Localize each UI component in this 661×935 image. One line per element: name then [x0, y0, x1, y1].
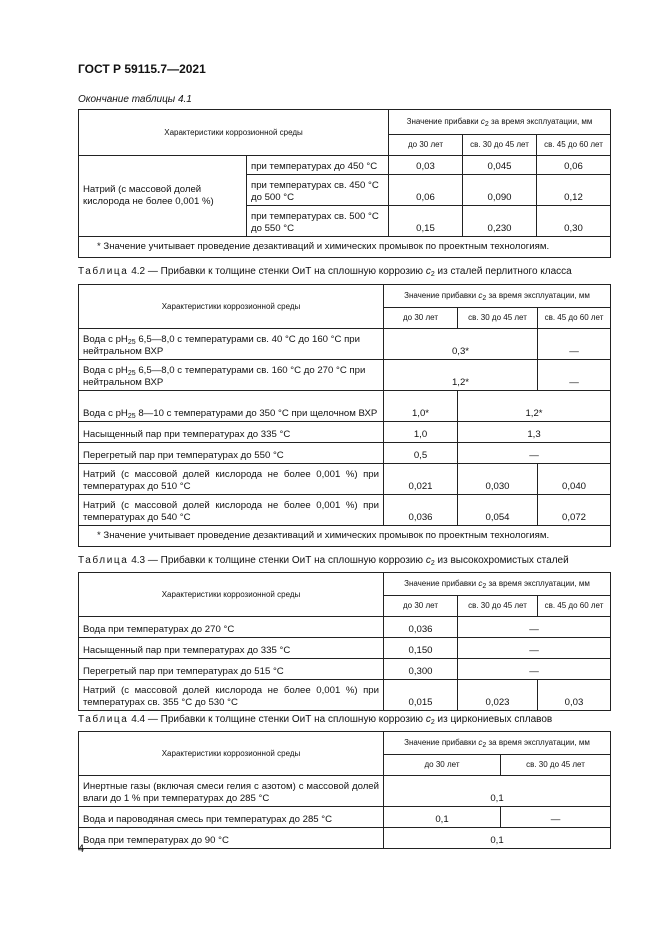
value-header: Значение прибавки $c_2$ за время эксплуатации, мм — [384, 285, 611, 308]
value-cell: 0,3* — [384, 329, 538, 360]
value-cell: 0,1 — [384, 776, 611, 807]
char-header: Характеристики коррозионной среды — [79, 573, 384, 617]
medium-cell: Вода с $pH_{25}$ 8—10 с температурами до 350 °C при щелочном ВХР — [79, 391, 384, 422]
value-header: Значение прибавки $c_2$ за время эксплуатации, мм — [384, 732, 611, 755]
medium-cell: Вода с $pH_{25}$ 6,5—8,0 с температурами св. 160 °C до 270 °C при нейтральном ВХР — [79, 360, 384, 391]
value-cell: — — [458, 443, 611, 464]
table-4-1 — [78, 109, 611, 258]
value-cell: 0,023 — [458, 680, 538, 711]
cond-cell: при температурах св. 450 °C до 500 °C — [247, 175, 389, 206]
char-header: Характеристики коррозионной среды — [79, 732, 384, 776]
value-cell: — — [458, 638, 611, 659]
medium-cell: Перегретый пар при температурах до 515 °C — [79, 659, 384, 680]
cond-cell: при температурах св. 500 °C до 550 °C — [247, 206, 389, 237]
value-header: Значение прибавки $c_2$ за время эксплуатации, мм — [384, 573, 611, 596]
medium-cell: Вода при температурах до 270 °C — [79, 617, 384, 638]
medium-cell: Вода и пароводяная смесь при температурах до 285 °C — [79, 807, 384, 828]
value-cell: 0,12 — [537, 175, 611, 206]
medium-cell: Натрий (с массовой долей кислорода не более 0,001 %) — [79, 156, 247, 237]
medium-cell: Натрий (с массовой долей кислорода не более 0,001 %) при температурах св. 355 °C до 530 °C — [79, 680, 384, 711]
value-header: Значение прибавки $c_2$ за время эксплуатации, мм — [389, 110, 611, 135]
value-cell: 0,30 — [537, 206, 611, 237]
value-cell: 1,0* — [384, 391, 458, 422]
col-header-30-45: св. 30 до 45 лет — [501, 755, 611, 776]
value-cell: 0,072 — [538, 495, 611, 526]
value-cell: 0,230 — [463, 206, 537, 237]
table-continuation-label: Окончание таблицы 4.1 — [78, 94, 192, 105]
value-cell: 0,030 — [458, 464, 538, 495]
standard-header: ГОСТ Р 59115.7—2021 — [78, 62, 206, 76]
col-header-30-45: св. 30 до 45 лет — [463, 135, 537, 156]
value-cell: 0,1 — [384, 828, 611, 849]
value-cell: 0,090 — [463, 175, 537, 206]
value-cell: 1,2* — [458, 391, 611, 422]
medium-cell: Натрий (с массовой долей кислорода не более 0,001 %) при температурах до 510 °C — [79, 464, 384, 495]
table-4-3 — [78, 572, 611, 711]
value-cell: 0,015 — [384, 680, 458, 711]
col-header-45-60: св. 45 до 60 лет — [538, 596, 611, 617]
col-header-30: до 30 лет — [384, 596, 458, 617]
value-cell: — — [538, 360, 611, 391]
value-cell: 0,5 — [384, 443, 458, 464]
table-4-4 — [78, 731, 611, 849]
medium-cell: Насыщенный пар при температурах до 335 °C — [79, 638, 384, 659]
col-header-30: до 30 лет — [384, 755, 501, 776]
col-header-30-45: св. 30 до 45 лет — [458, 596, 538, 617]
page-number: 4 — [78, 843, 85, 855]
value-cell: 0,054 — [458, 495, 538, 526]
value-cell: 1,3 — [458, 422, 611, 443]
value-cell: 0,300 — [384, 659, 458, 680]
value-cell: — — [458, 617, 611, 638]
col-header-30-45: св. 30 до 45 лет — [458, 308, 538, 329]
char-header: Характеристики коррозионной среды — [79, 110, 389, 156]
medium-cell: Насыщенный пар при температурах до 335 °C — [79, 422, 384, 443]
value-cell: 0,15 — [389, 206, 463, 237]
col-header-45-60: св. 45 до 60 лет — [537, 135, 611, 156]
col-header-30: до 30 лет — [384, 308, 458, 329]
medium-cell: Натрий (с массовой долей кислорода не более 0,001 %) при температурах до 540 °C — [79, 495, 384, 526]
value-cell: 0,040 — [538, 464, 611, 495]
medium-cell: Перегретый пар при температурах до 550 °C — [79, 443, 384, 464]
char-header: Характеристики коррозионной среды — [79, 285, 384, 329]
value-cell: 1,2* — [384, 360, 538, 391]
table-4-4-caption: Таблица 4.4 — Прибавки к толщине стенки ОиТ на сплошную коррозию $c_2$ из циркониевых сплавов — [78, 714, 553, 726]
col-header-45-60: св. 45 до 60 лет — [538, 308, 611, 329]
table-4-3-caption: Таблица 4.3 — Прибавки к толщине стенки ОиТ на сплошную коррозию $c_2$ из высокохромистых сталей — [78, 555, 569, 567]
cond-cell: при температурах до 450 °C — [247, 156, 389, 175]
value-cell: 1,0 — [384, 422, 458, 443]
table-footnote: * Значение учитывает проведение дезактиваций и химических промывок по проектным технологиям. — [79, 526, 611, 547]
value-cell: 0,03 — [389, 156, 463, 175]
table-4-2-caption: Таблица 4.2 — Прибавки к толщине стенки ОиТ на сплошную коррозию $c_2$ из сталей перлитного класса — [78, 266, 572, 278]
value-cell: 0,03 — [538, 680, 611, 711]
col-header-30: до 30 лет — [389, 135, 463, 156]
value-cell: 0,036 — [384, 495, 458, 526]
medium-cell: Вода с $pH_{25}$ 6,5—8,0 с температурами св. 40 °C до 160 °C при нейтральном ВХР — [79, 329, 384, 360]
table-footnote: * Значение учитывает проведение дезактиваций и химических промывок по проектным технологиям. — [79, 237, 611, 258]
medium-cell: Инертные газы (включая смеси гелия с азотом) с массовой долей влаги до 1 % при температурах до 285 °C — [79, 776, 384, 807]
value-cell: 0,06 — [389, 175, 463, 206]
value-cell: 0,021 — [384, 464, 458, 495]
medium-cell: Вода при температурах до 90 °C — [79, 828, 384, 849]
value-cell: 0,1 — [384, 807, 501, 828]
value-cell: — — [501, 807, 611, 828]
value-cell: 0,06 — [537, 156, 611, 175]
value-cell: — — [538, 329, 611, 360]
value-cell: — — [458, 659, 611, 680]
value-cell: 0,045 — [463, 156, 537, 175]
value-cell: 0,036 — [384, 617, 458, 638]
table-4-2 — [78, 284, 611, 547]
value-cell: 0,150 — [384, 638, 458, 659]
